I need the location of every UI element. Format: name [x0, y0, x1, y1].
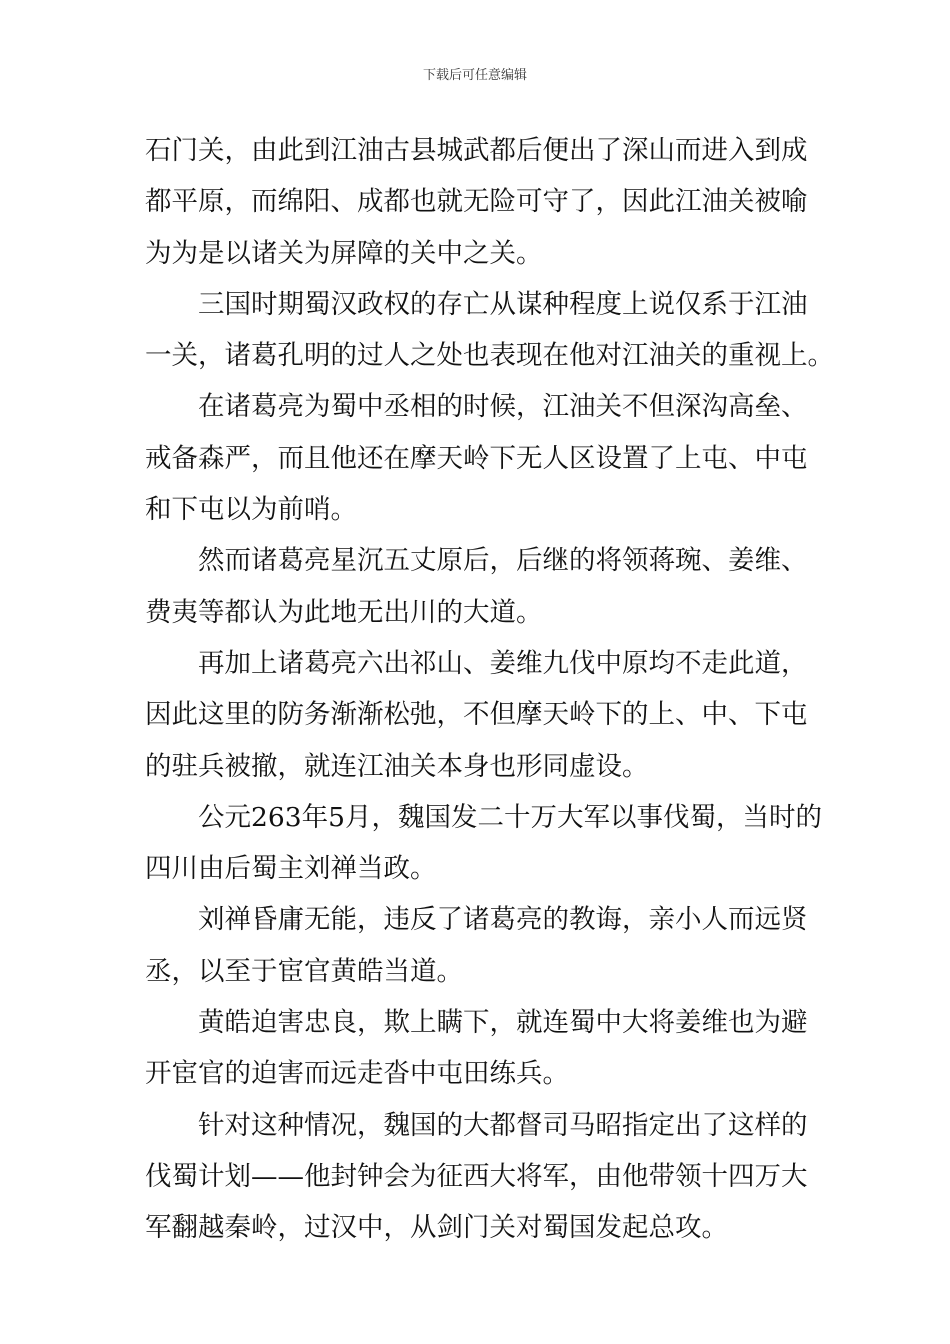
text-line: 三国时期蜀汉政权的存亡从谋种程度上说仅系于江油	[198, 288, 808, 320]
text-line: 开宦官的迫害而远走沓中屯田练兵。	[145, 1058, 569, 1090]
text-line: 费夷等都认为此地无出川的大道。	[145, 596, 543, 628]
page-header: 下载后可任意编辑	[422, 68, 527, 83]
text-line: 伐蜀计划——他封钟会为征西大将军，由他带领十四万大	[145, 1160, 808, 1192]
text-line: 的驻兵被撤，就连江油关本身也形同虚设。	[145, 750, 649, 782]
text-line: 为为是以诸关为屏障的关中之关。	[145, 237, 543, 269]
text-line: 石门关，由此到江油古县城武都后便出了深山而进入到成	[145, 135, 808, 166]
text-line: 都平原，而绵阳、成都也就无险可守了，因此江油关被喻	[145, 186, 808, 218]
text-line: 因此这里的防务渐渐松弛，不但摩天岭下的上、中、下屯	[145, 699, 808, 731]
paragraph	[145, 792, 822, 895]
text-line: 丞，以至于宦官黄皓当道。	[145, 955, 463, 987]
paragraph	[145, 381, 807, 535]
paragraph	[145, 125, 807, 279]
document-body	[145, 125, 834, 1254]
text-line: 和下屯以为前哨。	[145, 494, 357, 526]
text-line: 四川由后蜀主刘禅当政。	[145, 853, 437, 885]
paragraph	[145, 279, 834, 382]
paragraph	[145, 535, 807, 638]
text-line: 针对这种情况，魏国的大都督司马昭指定出了这样的	[198, 1109, 808, 1141]
paragraph	[145, 638, 807, 792]
text-line: 公元263年5月，魏国发二十万大军以事伐蜀，当时的	[198, 801, 822, 833]
text-line: 然而诸葛亮星沉五丈原后，后继的将领蒋琬、姜维、	[198, 545, 808, 577]
text-line: 军翻越秦岭，过汉中，从剑门关对蜀国发起总攻。	[145, 1212, 728, 1244]
text-line: 在诸葛亮为蜀中丞相的时候，江油关不但深沟高垒、	[198, 391, 808, 423]
paragraph	[145, 1100, 807, 1254]
text-line: 一关，诸葛孔明的过人之处也表现在他对江油关的重视上。	[145, 340, 834, 372]
text-line: 刘禅昏庸无能，违反了诸葛亮的教诲，亲小人而远贤	[198, 904, 808, 936]
paragraph	[145, 997, 807, 1100]
text-line: 戒备森严，而且他还在摩天岭下无人区设置了上屯、中屯	[145, 442, 808, 474]
paragraph	[145, 894, 807, 997]
text-line: 黄皓迫害忠良，欺上瞒下，就连蜀中大将姜维也为避	[198, 1007, 808, 1039]
text-line: 再加上诸葛亮六出祁山、姜维九伐中原均不走此道，	[198, 647, 808, 679]
